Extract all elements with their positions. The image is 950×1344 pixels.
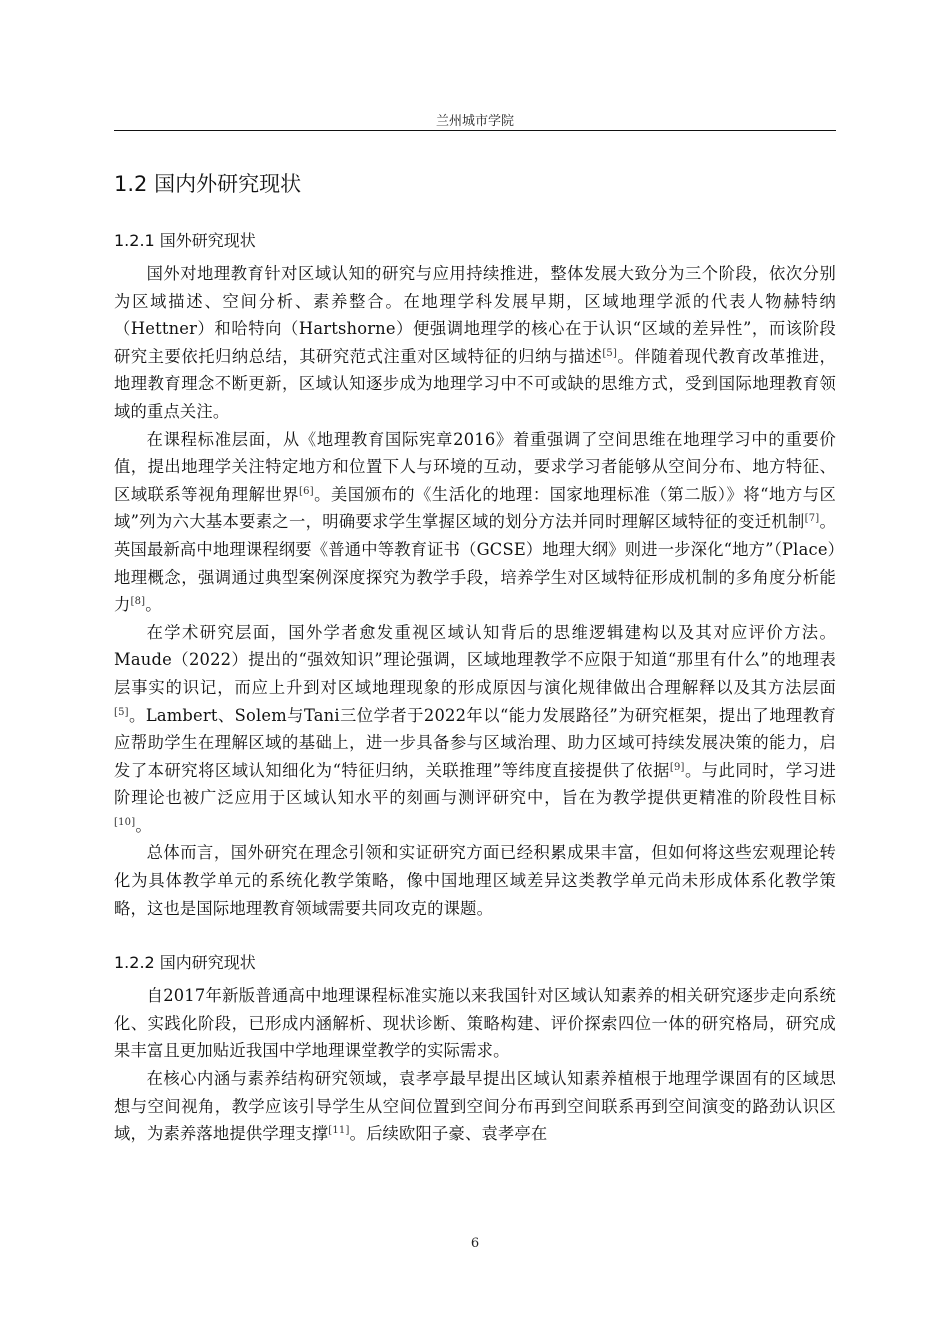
paragraph-text: 在课程标准层面，从《地理教育国际宪章2016》着重强调了空间思维在地理学习中的重要价值，提出地理学关注特定地方和位置下人与环境的互动，要求学习者能够从空间分布、地方特征、区域联系等视角理解世界 [114,429,836,504]
paragraph-text: 。 [135,815,152,835]
subsection-heading-foreign: 1.2.1 国外研究现状 [114,231,256,250]
paragraph-text: 国外对地理教育针对区域认知的研究与应用持续推进，整体发展大致分为三个阶段，依次分别为区域描述、空间分析、素养整合。在地理学科发展早期，区域地理学派的代表人物赫特纳（Hettner）和哈特向（Hartshorne）便强调地理学的核心在于认识“区域的差异性”，而该阶段研究主要依托归纳总结，其研究范式注重对区域特征的归纳与描述 [114,264,836,366]
paragraph [114,619,836,840]
running-header: 兰州城市学院 [435,114,514,129]
citation-ref: [7] [804,513,820,525]
citation-ref: [9] [669,761,685,773]
citation-ref: [5] [114,706,129,718]
paragraph-text: 。与此同时，学习进阶理论也被广泛应用于区域认知水平的刻画与测评研究中，旨在为教学提供更精准的阶段性目标 [114,760,836,808]
paragraph: 自2017年新版普通高中地理课程标准实施以来我国针对区域认知素养的相关研究逐步走向系统化、实践化阶段，已形成内涵解析、现状诊断、策略构建、评价探索四位一体的研究格局，研究成果丰富且更加贴近我国中学地理课堂教学的实际需求。 [114,986,836,1061]
citation-ref: [10] [114,816,136,828]
citation-ref: [8] [130,596,146,608]
paragraph [114,260,836,426]
paragraph-text: 。Lambert、Solem与Tani三位学者于2022年以“能力发展路径”为研究框架，提出了地理教育应帮助学生在理解区域的基础上，进一步具备参与区域治理、助力区域可持续发展决策的能力，启发了本研究将区域认知细化为“特征归纳，关联推理”等纬度直接提供了依据 [114,705,836,780]
citation-ref: [11] [328,1125,350,1137]
page-number: 6 [470,1236,480,1251]
subsection-heading-domestic: 1.2.2 国内研究现状 [114,953,256,973]
paragraph [114,426,836,619]
paragraph-text: 。英国最新高中地理课程纲要《普通中等教育证书（GCSE）地理大纲》则进一步深化“地方”（Place）地理概念，强调通过典型案例深度探究为教学手段，培养学生对区域特征形成机制的多角度分析能力 [114,512,836,615]
paragraph-text: 。 [145,595,162,615]
page-content [114,168,836,1148]
paragraph [114,1065,836,1148]
paragraph-text: 。后续欧阳子豪、袁孝亭在 [349,1124,548,1144]
header-rule [114,130,836,131]
section-heading: 1.2 国内外研究现状 [114,172,302,196]
paragraph-text: 在核心内涵与素养结构研究领域，袁孝亭最早提出区域认知素养植根于地理学课固有的区域思想与空间视角，教学应该引导学生从空间位置到空间分布再到空间联系再到空间演变的路劲认识区域，为素养落地提供学理支撑 [114,1069,836,1144]
paragraph-text: 。美国颁布的《生活化的地理：国家地理标准（第二版）》将“地方与区域”列为六大基本要素之一，明确要求学生掌握区域的划分方法并同时理解区域特征的变迁机制 [114,484,836,532]
citation-ref: [5] [602,347,618,359]
citation-ref: [6] [299,485,314,497]
paragraph-text: 。伴随着现代教育改革推进，地理教育理念不断更新，区域认知逐步成为地理学习中不可或缺的思维方式，受到国际地理教育领域的重点关注。 [114,346,836,421]
paragraph: 总体而言，国外研究在理念引领和实证研究方面已经积累成果丰富，但如何将这些宏观理论转化为具体教学单元的系统化教学策略，像中国地理区域差异这类教学单元尚未形成体系化教学策略，这也是国际地理教育领域需要共同攻克的课题。 [114,843,836,918]
paragraph-text: 在学术研究层面，国外学者愈发重视区域认知背后的思维逻辑建构以及其对应评价方法。Maude（2022）提出的“强效知识”理论强调，区域地理教学不应限于知道“那里有什么”的地理表层事实的识记，而应上升到对区域地理现象的形成原因与演化规律做出合理解释以及其方法层面 [114,622,836,697]
